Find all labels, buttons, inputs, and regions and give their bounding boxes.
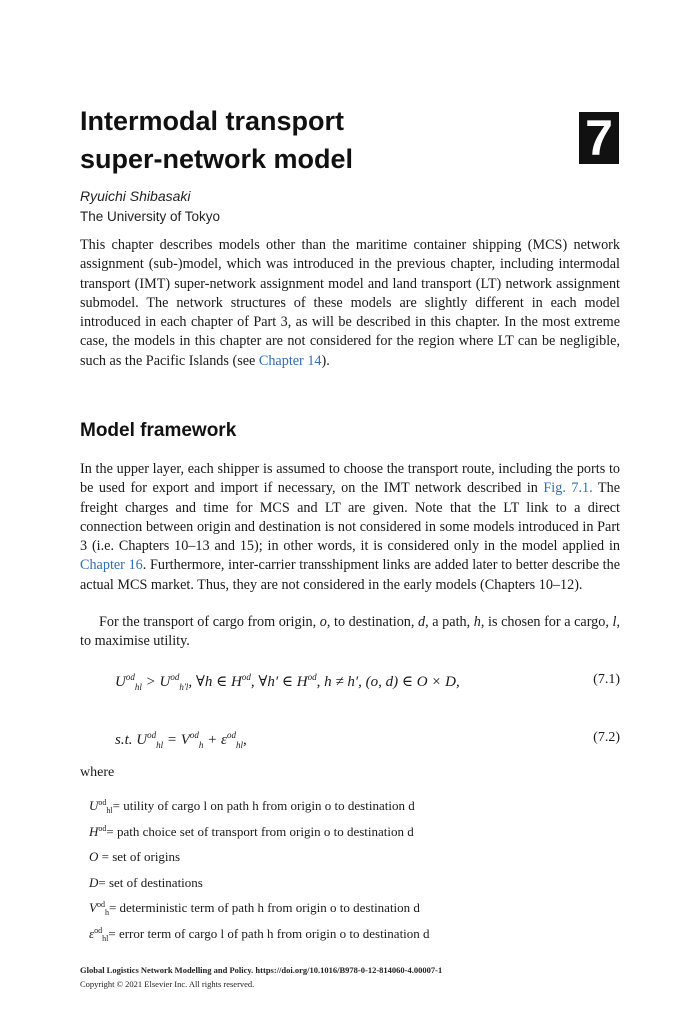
footer-copyright: Copyright © 2021 Elsevier Inc. All rights reserved.: [80, 979, 255, 989]
chapter-number-badge: 7: [579, 112, 619, 164]
author-name: Ryuichi Shibasaki: [80, 188, 191, 204]
def-text: = set of destinations: [98, 874, 203, 890]
eq1-sup3: od: [241, 672, 251, 682]
eq2-sub3: hl: [235, 740, 243, 750]
eq1-forall-h: , ∀h ∈ H: [188, 674, 242, 690]
intro-text: This chapter describes models other than the maritime container shipping (MCS) network assignment (sub-)model, which was introduced in the previous chapter, including intermodal transport (IMT) super-network assignment model and land transport (LT) network assignment submodel. The network structures of these models are slightly different in each model introduced in each chapter of Part 3, as will be described in this chapter. In the most extreme case, the models in this chapter are not considered for the region where LT can be negligible, such as the Pacific Islands (see: [80, 237, 620, 369]
intro-end: ).: [321, 352, 330, 369]
para3-text-b: , to destination,: [326, 614, 419, 630]
eq1-sub: hl: [134, 682, 142, 692]
definition-list: [89, 794, 430, 948]
para2-text-c: . Furthermore, inter-carrier transshipment links are added later to better describe the actual MCS market. Thus, they are not considered in the early models (Chapters 10–12).: [80, 557, 620, 593]
intro-paragraph: [80, 236, 620, 371]
where-label: where: [80, 765, 115, 780]
equation-7-2-expression: [115, 730, 247, 750]
para2-text-a: In the upper layer, each shipper is assumed to choose the transport route, including the ports to be used for export and import if necessary, on the IMT network described in: [80, 461, 620, 497]
def-sub: h: [104, 908, 109, 918]
author-affiliation: The University of Tokyo: [80, 209, 221, 224]
def-text: = deterministic term of path h from origin o to destination d: [108, 900, 420, 916]
para3-text-e: , is chosen for a cargo,: [480, 614, 613, 630]
eq2-v: = V: [163, 732, 190, 748]
var-o: o: [319, 614, 327, 630]
definition-item: [89, 845, 430, 871]
eq1-forall-h2: , ∀h′ ∈ H: [250, 674, 308, 690]
eq1-u: U: [115, 674, 126, 690]
section-heading: Model framework: [80, 420, 237, 441]
utility-paragraph: [80, 613, 620, 652]
chapter-title-line2: super-network model: [80, 144, 354, 174]
para3-text-c: , a path,: [425, 614, 474, 630]
def-symbol: D: [89, 874, 99, 890]
equation-7-1-number: (7.1): [593, 672, 620, 687]
definition-item: [89, 820, 430, 846]
def-sub: hl: [106, 806, 113, 815]
def-sup: od: [94, 925, 103, 935]
chapter-title: [80, 102, 540, 178]
eq1-cond: , h ≠ h′, (o, d) ∈ O × D,: [316, 674, 460, 690]
eq1-sup: od: [125, 672, 135, 682]
definition-item: [89, 896, 430, 922]
var-d: d: [418, 614, 426, 630]
eq1-u2: U: [159, 674, 171, 690]
def-symbol: H: [89, 823, 99, 839]
equation-7-1-expression: [115, 672, 460, 692]
eq2-sub: hl: [156, 740, 164, 750]
eq2-eps: + ε: [203, 732, 227, 748]
eq1-sup4: od: [307, 672, 317, 682]
eq1-sub2: h′l: [179, 682, 189, 692]
def-text: = utility of cargo l on path h from origin o to destination d: [112, 798, 415, 813]
eq1-gt: >: [141, 674, 160, 690]
chapter-16-link[interactable]: Chapter 16: [80, 557, 143, 574]
def-sup: od: [98, 823, 107, 833]
definition-item: [89, 871, 430, 897]
definition-item: [89, 922, 430, 948]
definition-item: [89, 794, 430, 820]
para3-text-a: For the transport of cargo from origin,: [99, 614, 320, 630]
def-text: = error term of cargo l of path h from origin o to destination d: [108, 925, 430, 941]
def-text: = set of origins: [98, 849, 181, 865]
var-l: l: [612, 614, 617, 630]
eq2-st: s.t. U: [115, 732, 148, 748]
eq2-sup3: od: [226, 730, 236, 740]
footer-citation: Global Logistics Network Modelling and Policy. https://doi.org/10.1016/B978-0-12-814060-4.00007-1: [80, 965, 443, 975]
chapter-title-line1: Intermodal transport: [80, 106, 345, 136]
eq2-sup: od: [147, 730, 157, 740]
eq1-sup2: od: [170, 672, 180, 682]
framework-paragraph: [80, 460, 620, 595]
def-symbol: U: [89, 798, 99, 813]
eq2-comma: ,: [242, 732, 247, 748]
equation-7-2-number: (7.2): [593, 730, 620, 745]
def-text: = path choice set of transport from origin o to destination d: [106, 823, 414, 839]
def-sub: hl: [102, 933, 109, 943]
var-h: h: [473, 614, 481, 630]
def-symbol: V: [89, 900, 97, 916]
eq2-sub2: h: [198, 740, 204, 750]
def-sup: od: [98, 798, 107, 807]
eq2-sup2: od: [189, 730, 199, 740]
fig-7-1-link[interactable]: Fig. 7.1.: [543, 480, 593, 497]
chapter-14-link[interactable]: Chapter 14: [258, 352, 322, 369]
def-symbol: O: [89, 849, 99, 865]
def-sup: od: [96, 900, 105, 910]
def-symbol: ε: [89, 925, 95, 941]
para2-text-b: The freight charges and time for MCS and LT are given. Note that the LT link to a direct connection between origin and destination is not considered in some models introduced in Part 3 (i.e. Chapters 10–13 and 15); in other words, it is considered only in the model applied in: [80, 480, 620, 555]
para3-text-f: , to maximise utility.: [80, 614, 620, 650]
